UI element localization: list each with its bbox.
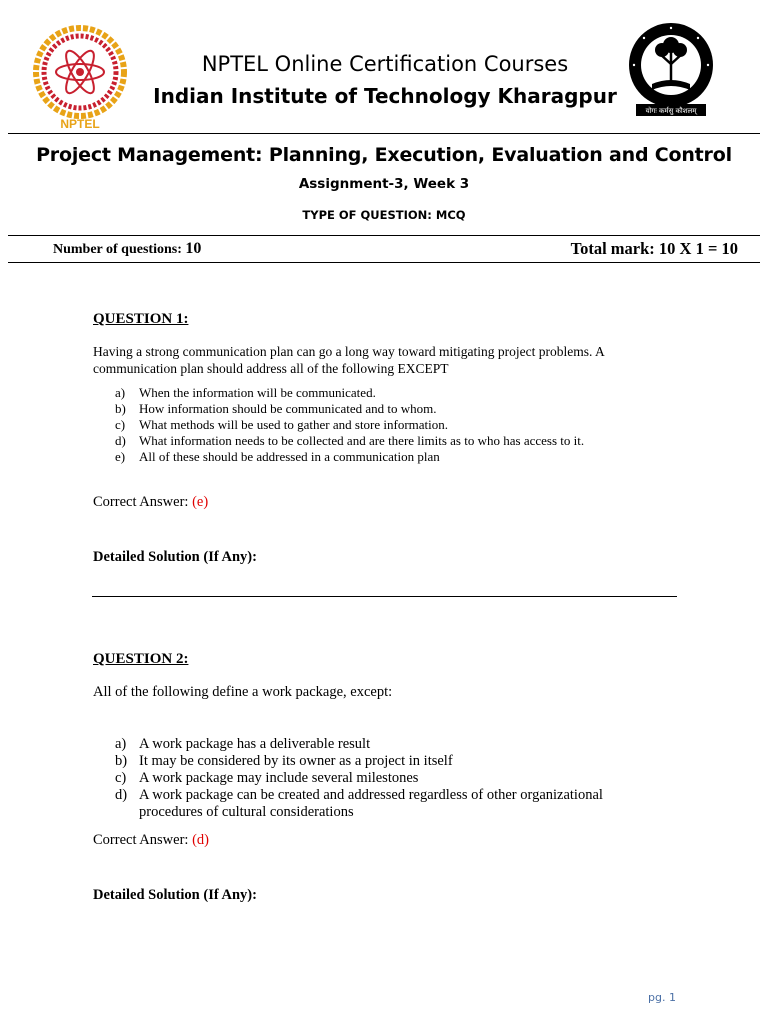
option-letter: b) [115,753,128,769]
number-of-questions-label: Number of questions: [53,242,182,257]
option-letter: d) [115,787,128,803]
answer-label: Correct Answer: [93,832,189,848]
header-rule [8,133,760,134]
option [93,417,673,433]
number-of-questions-value: 10 [185,240,202,257]
question-2-solution-label: Detailed Solution (If Any): [93,887,257,903]
option [93,787,673,821]
option [93,736,673,753]
question-1-heading: QUESTION 1: [93,311,189,327]
option-text: All of these should be addressed in a communication plan [139,449,440,464]
option-text: A work package has a deliverable result [139,736,371,752]
info-rule-bottom [8,262,760,263]
option-letter: d) [115,433,126,448]
question-2-stem: All of the following define a work package, except: [93,684,393,700]
option-letter: a) [115,736,127,752]
header-line-1: NPTEL Online Certification Courses [201,52,569,76]
option-text: What methods will be used to gather and store information. [139,417,449,432]
option-letter: e) [115,449,126,464]
question-type: TYPE OF QUESTION: MCQ [302,208,466,222]
question-2-options [93,736,673,821]
answer-label: Correct Answer: [93,494,189,510]
header-line-2: Indian Institute of Technology Kharagpur [153,84,617,108]
question-1-stem: Having a strong communication plan can go a long way toward mitigating project problems. A communication plan should address all of the following EXCEPT [93,344,605,376]
option [93,401,673,417]
iit-kharagpur-logo [622,20,720,120]
info-rule-top [8,235,760,236]
option-text: How information should be communicated and to whom. [139,401,437,416]
option [93,433,673,449]
option [93,449,673,465]
option-letter: c) [115,417,126,432]
answer-value: (e) [192,494,209,510]
iit-motto: योगः कर्मसु कौशलम् [645,107,697,115]
nptel-logo-text: NPTEL [60,117,100,131]
question-2-heading: QUESTION 2: [93,651,189,667]
total-mark: Total mark: 10 X 1 = 10 [570,239,738,258]
answer-value: (d) [192,832,209,848]
document-subtitle: Assignment-3, Week 3 [298,176,470,192]
number-of-questions [53,240,201,258]
option-letter: c) [115,770,127,786]
option [93,770,673,787]
document-title: Project Management: Planning, Execution, Evaluation and Control [36,144,732,166]
question-2-answer [93,832,209,849]
option-text: What information needs to be collected and are there limits as to who has access to it. [139,433,585,448]
question-1-solution-label: Detailed Solution (If Any): [93,549,257,565]
option-letter: a) [115,385,126,400]
question-separator [92,596,677,597]
nptel-logo [30,22,130,134]
option [93,753,673,770]
option-text: It may be considered by its owner as a project in itself [139,753,453,769]
option-text: When the information will be communicated. [139,385,376,400]
option [93,385,673,401]
option-letter: b) [115,401,126,416]
page-number: pg. 1 [648,991,676,1004]
option-text: A work package can be created and addressed regardless of other organizational procedures of cultural considerations [139,787,603,820]
question-1-answer [93,494,208,511]
question-1-options [93,385,673,465]
option-text: A work package may include several milestones [139,770,419,786]
